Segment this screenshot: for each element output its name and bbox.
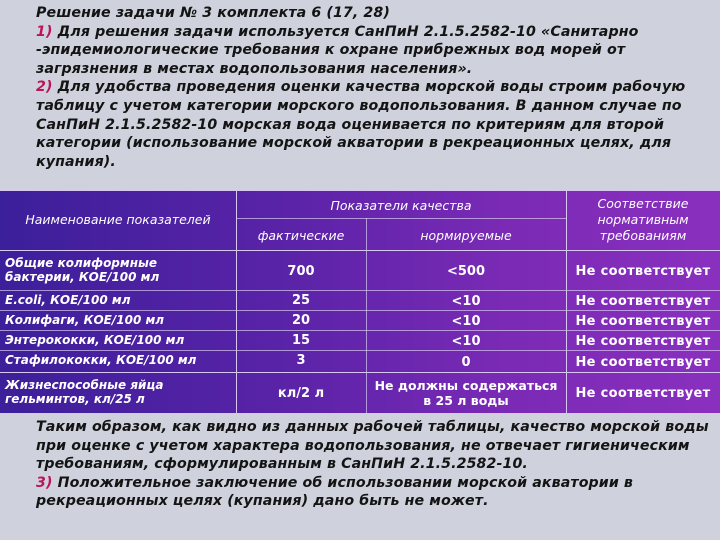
row-name: Стафилококки, КОЕ/100 мл [5, 353, 197, 367]
row-status: Не соответствует [575, 334, 711, 349]
p1-text: Для решения задачи используется СанПиН 2.1.5.2582-10 «Санитарно -эпидемиологические требования к охране прибрежных вод морей от загрязнения в местах водопользования населения». [36, 23, 639, 77]
row-status: Не соответствует [575, 355, 711, 370]
paragraph-2 [6, 78, 714, 171]
row-name: E.coli, КОЕ/100 мл [5, 293, 131, 307]
header-compliance: Соответствие нормативным требованиям [597, 196, 689, 243]
row-actual: 20 [291, 313, 311, 328]
p1-number: 1) [36, 23, 53, 40]
row-norm: <10 [451, 294, 481, 309]
paragraph-3 [6, 474, 714, 511]
row-norm: <500 [446, 264, 486, 279]
row-name: Общие колиформные бактерии, КОЕ/100 мл [5, 256, 160, 284]
task-title: Решение задачи № 3 комплекта 6 (17, 28) [36, 5, 390, 21]
row-name: Колифаги, КОЕ/100 мл [5, 313, 165, 327]
header-actual: фактические [257, 228, 345, 243]
row-actual: 15 [291, 333, 311, 348]
row-actual: 3 [296, 353, 306, 368]
row-name: Жизнеспособные яйца гельминтов, кл/25 л [5, 378, 164, 406]
intro-text [6, 4, 714, 171]
row-actual: 700 [287, 264, 315, 279]
row-norm: <10 [451, 314, 481, 329]
row-norm: 0 [461, 355, 471, 370]
header-norm: нормируемые [420, 228, 512, 243]
p2-text: Для удобства проведения оценки качества морской воды строим рабочую таблицу с учетом категории морского водопользования. В данном случае по СанПиН 2.1.5.2582-10 морская вода оценивается по критериям для второй категории (использование морской акватории в рекреационных целях, для купания). [36, 79, 686, 170]
row-status: Не соответствует [575, 386, 711, 401]
header-indicator-name: Наименование показателей [25, 212, 211, 227]
p3-text: Положительное заключение об использовании морской акватории в рекреационных целях (купания) дано быть не может. [36, 474, 634, 510]
quality-table [0, 190, 720, 414]
row-actual: кл/2 л [277, 386, 325, 401]
paragraph-1 [6, 23, 714, 79]
conclusion-paragraph: Таким образом, как видно из данных рабочей таблицы, качество морской воды при оценке с учетом характера водопользования, не отвечает гигиеническим требованиям, сформулированным в СанПиН 2.1.5.2582-10. [36, 419, 709, 473]
row-status: Не соответствует [575, 314, 711, 329]
p3-number: 3) [36, 474, 53, 491]
row-norm: <10 [451, 334, 481, 349]
row-norm: Не должны содержаться в 25 л воды [374, 378, 558, 408]
row-actual: 25 [291, 293, 311, 308]
p2-number: 2) [36, 79, 53, 96]
header-quality: Показатели качества [330, 198, 472, 213]
row-status: Не соответствует [575, 264, 711, 279]
row-status: Не соответствует [575, 294, 711, 309]
conclusion-text [6, 418, 714, 511]
row-name: Энтерококки, КОЕ/100 мл [5, 333, 185, 347]
